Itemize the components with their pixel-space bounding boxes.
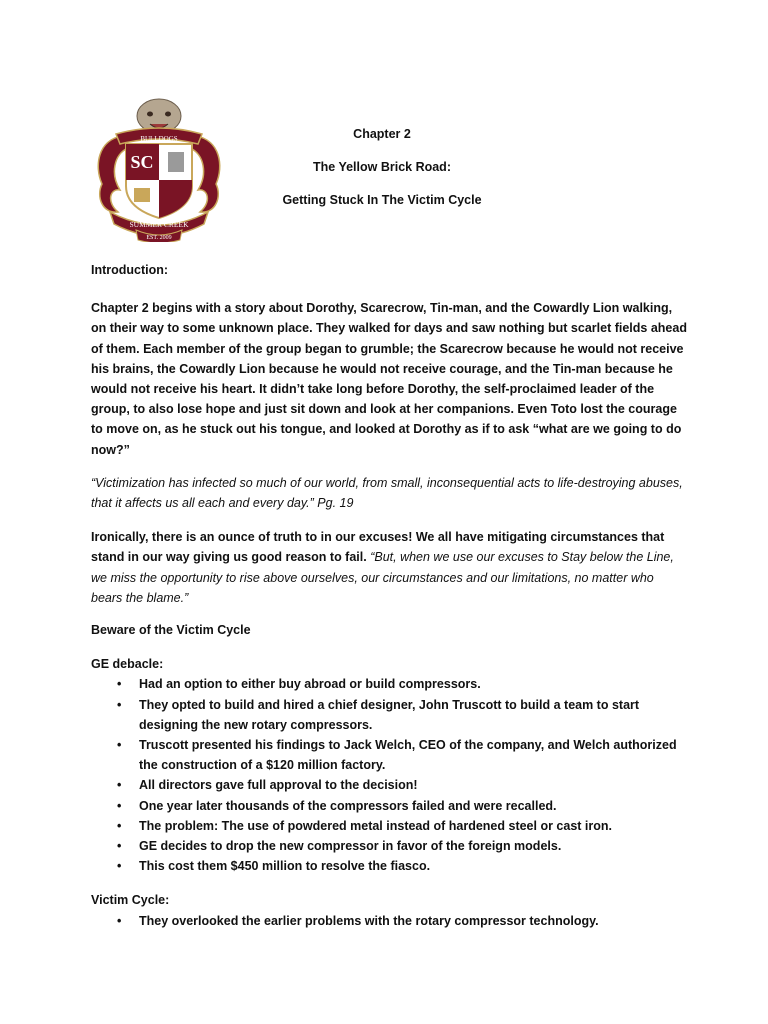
list-item: • GE decides to drop the new compressor in favor of the foreign models. [91,836,687,856]
bullet-icon: • [117,738,122,753]
bullet-icon: • [117,859,122,874]
document-body [91,260,687,931]
list-item: • They opted to build and hired a chief designer, John Truscott to build a team to start designing the new rotary compressors. [91,695,687,735]
list-item: • One year later thousands of the compressors failed and were recalled. [91,796,687,816]
intro-quote: “Victimization has infected so much of our world, from small, inconsequential acts to life-destroying abuses, that it affects us all each and every day.” Pg. 19 [91,475,683,511]
beware-heading: Beware of the Victim Cycle [91,623,251,638]
excuses-text: Ironically, there is an ounce of truth to in our excuses! We all have mitigating circumstances that stand in our way giving us good reason to fail. [91,530,665,565]
list-item: • Truscott presented his findings to Jack Welch, CEO of the company, and Welch authorized the construction of a $120 million factory. [91,735,687,775]
list-item: • They overlooked the earlier problems with the rotary compressor technology. [91,911,687,931]
ge-debacle-list [91,674,687,876]
excuses-quote: “But, when we use our excuses to Stay below the Line, we miss the opportunity to rise above ourselves, our circumstances and our limitations, no matter who bears the blame.” [91,550,674,605]
crest-bottom-text: SUMMER CREEK [129,220,189,229]
bullet-icon: • [117,839,122,854]
excuses-paragraph [91,527,687,608]
school-crest-logo [92,96,226,242]
intro-paragraph: Chapter 2 begins with a story about Dorothy, Scarecrow, Tin-man, and the Cowardly Lion walking, on their way to some unknown place. They walked for days and saw nothing but scarlet fields ahead of them. Each member of the group began to grumble; the Scarecrow because he would not receive his brains, the Cowardly Lion because he would not receive courage, and the Tin-man because he would not receive his heart. It didn’t take long before Dorothy, the self-proclaimed leader of the group, to also lose hope and just sit down and look at her companions. Even Toto lost the courage to move on, as he stuck out his tongue, and looked at Dorothy as if to ask “what are we going to do now?” [91,301,687,457]
victim-cycle-list [91,911,687,931]
list-item: • The problem: The use of powdered metal instead of hardened steel or cast iron. [91,816,687,836]
list-item: • All directors gave full approval to the decision! [91,775,687,795]
crest-est-text: EST. 2009 [146,235,172,241]
bullet-icon: • [117,778,122,793]
title-block [232,126,532,225]
bullet-icon: • [117,677,122,692]
list-item: • This cost them $450 million to resolve the fiasco. [91,856,687,876]
ge-debacle-heading: GE debacle: [91,657,164,672]
intro-heading: Introduction: [91,263,169,277]
chapter-title: Chapter 2 [353,127,411,141]
chapter-subtitle: The Yellow Brick Road: [312,160,451,174]
victim-cycle-heading: Victim Cycle: [91,893,170,908]
bullet-icon: • [117,818,122,833]
bullet-icon: • [117,697,122,712]
list-item: • Had an option to either buy abroad or build compressors. [91,674,687,694]
bullet-icon: • [117,913,122,928]
bullet-icon: • [117,798,122,813]
crest-monogram: SC [130,152,154,172]
crest-top-text: BULLDOGS [140,135,178,143]
chapter-tagline: Getting Stuck In The Victim Cycle [282,193,482,207]
